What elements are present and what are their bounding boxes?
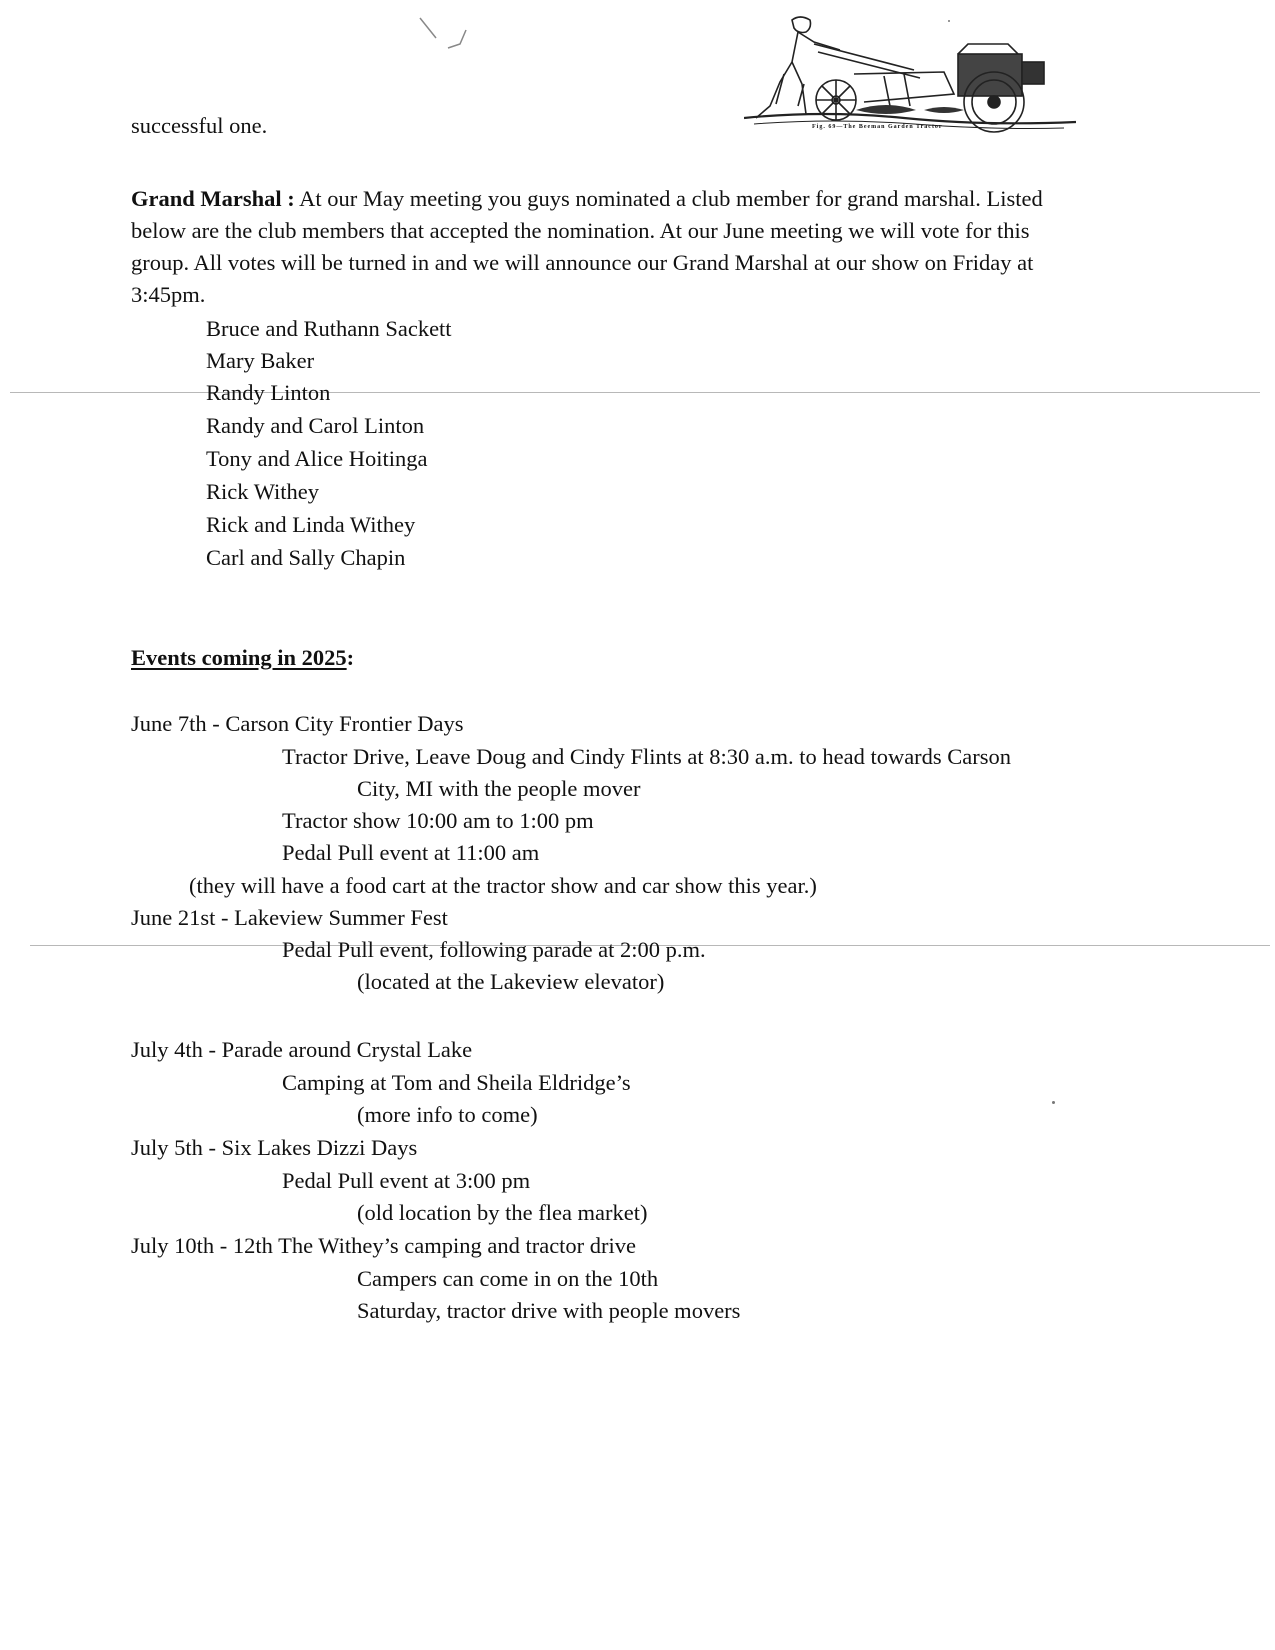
event-line: Camping at Tom and Sheila Eldridge’s: [282, 1070, 631, 1095]
event-line: Saturday, tractor drive with people movers: [357, 1298, 741, 1323]
event-line: July 4th - Parade around Crystal Lake: [131, 1037, 473, 1062]
event-line: Pedal Pull event, following parade at 2:00 p.m.: [282, 937, 706, 962]
nominee-item: Rick and Linda Withey: [206, 512, 416, 537]
garden-tractor-illustration-icon: [744, 14, 1076, 136]
events-heading: [131, 643, 354, 673]
nominee-item: Bruce and Ruthann Sackett: [206, 316, 452, 341]
event-line: Tractor Drive, Leave Doug and Cindy Flints at 8:30 a.m. to head towards Carson: [282, 744, 1012, 769]
grand-marshal-paragraph: [131, 183, 1091, 311]
event-line: Campers can come in on the 10th: [357, 1266, 659, 1291]
event-line: (they will have a food cart at the tractor show and car show this year.): [189, 873, 817, 898]
event-line: Tractor show 10:00 am to 1:00 pm: [282, 808, 594, 833]
event-line: Pedal Pull event at 11:00 am: [282, 840, 540, 865]
event-line: July 5th - Six Lakes Dizzi Days: [131, 1135, 418, 1160]
nominee-item: Randy and Carol Linton: [206, 413, 425, 438]
continued-text: successful one.: [131, 113, 268, 138]
grand-marshal-body: At our May meeting you guys nominated a club member for grand marshal. Listed below are the club members that accepted the nomination. At our June meeting we will vote for this group. All votes will be turned in and we will announce our Grand Marshal at our show on Friday at 3:45pm.: [131, 186, 1043, 307]
event-line: Pedal Pull event at 3:00 pm: [282, 1168, 531, 1193]
scan-speck: [1052, 1101, 1055, 1104]
nominee-item: Mary Baker: [206, 348, 315, 373]
grand-marshal-heading: Grand Marshal :: [131, 186, 295, 211]
events-heading-colon: :: [346, 645, 355, 670]
nominee-item: Randy Linton: [206, 380, 331, 405]
scan-fold-line-upper: [10, 392, 1260, 393]
event-line: June 21st - Lakeview Summer Fest: [131, 905, 448, 930]
logo-caption: Fig. 69—The Beeman Garden Tractor: [812, 124, 943, 130]
nominee-item: Tony and Alice Hoitinga: [206, 446, 428, 471]
event-line: (old location by the flea market): [357, 1200, 648, 1225]
scan-mark-icon: [418, 14, 478, 54]
events-heading-text: Events coming in 2025: [131, 645, 347, 670]
event-line: (more info to come): [357, 1102, 538, 1127]
event-line: July 10th - 12th The Withey’s camping and tractor drive: [131, 1233, 637, 1258]
event-line: City, MI with the people mover: [357, 776, 641, 801]
nominee-item: Rick Withey: [206, 479, 320, 504]
event-line: (located at the Lakeview elevator): [357, 969, 665, 994]
event-line: June 7th - Carson City Frontier Days: [131, 711, 464, 736]
nominee-item: Carl and Sally Chapin: [206, 545, 406, 570]
